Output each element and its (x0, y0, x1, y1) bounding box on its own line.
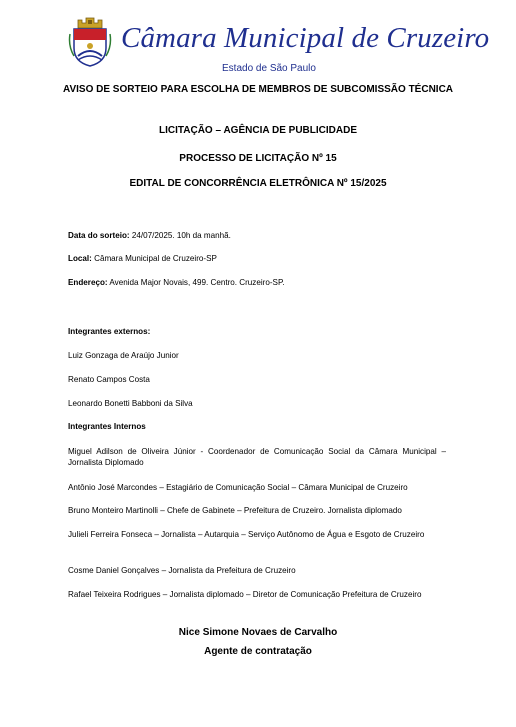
draw-location-label: Local: (68, 254, 92, 263)
external-member: Renato Campos Costa (68, 375, 150, 384)
draw-address-value: Avenida Major Novais, 499. Centro. Cruzeiro-SP. (107, 278, 285, 287)
signer-role: Agente de contratação (204, 646, 312, 657)
draw-date-label: Data do sorteio: (68, 231, 130, 240)
bidding-title: LICITAÇÃO – AGÊNCIA DE PUBLICIDADE (159, 125, 357, 136)
internal-member: Antônio José Marcondes – Estagiário de Comunicação Social – Câmara Municipal de Cruzeiro (68, 483, 408, 492)
notice-title: AVISO DE SORTEIO PARA ESCOLHA DE MEMBROS DE SUBCOMISSÃO TÉCNICA (62, 84, 454, 95)
draw-date (68, 230, 446, 241)
draw-location-value: Câmara Municipal de Cruzeiro-SP (91, 254, 217, 263)
external-member: Leonardo Bonetti Babboni da Silva (68, 399, 193, 408)
institution-state: Estado de São Paulo (222, 63, 316, 74)
draw-date-value: 24/07/2025. 10h da manhã. (129, 231, 231, 240)
internal-member: Cosme Daniel Gonçalves – Jornalista da Prefeitura de Cruzeiro (68, 566, 296, 575)
internal-members-title: Integrantes Internos (68, 422, 146, 431)
process-number: PROCESSO DE LICITAÇÃO Nº 15 (179, 153, 337, 164)
internal-member: Rafael Teixeira Rodrigues – Jornalista diplomado – Diretor de Comunicação Prefeitura de Cruzeiro (68, 590, 422, 599)
draw-location (68, 253, 446, 264)
internal-member: Miguel Adilson de Oliveira Júnior - Coordenador de Comunicação Social da Câmara Municipal – Jornalista Diplomado (68, 447, 446, 467)
internal-member: Julieli Ferreira Fonseca – Jornalista – Autarquia – Serviço Autônomo de Água e Esgoto de Cruzeiro (68, 530, 425, 539)
draw-address (68, 277, 446, 288)
signer-name: Nice Simone Novaes de Carvalho (178, 627, 338, 638)
notice-number: EDITAL DE CONCORRÊNCIA ELETRÔNICA Nº 15/2025 (129, 178, 387, 189)
coat-of-arms-icon (68, 16, 112, 68)
external-member: Luiz Gonzaga de Araújo Junior (68, 351, 179, 360)
internal-member: Bruno Monteiro Martinolli – Chefe de Gabinete – Prefeitura de Cruzeiro. Jornalista diplomado (68, 506, 402, 515)
institution-name: Câmara Municipal de Cruzeiro (121, 22, 490, 54)
draw-address-label: Endereço: (68, 278, 108, 287)
external-members-title: Integrantes externos: (68, 327, 151, 336)
